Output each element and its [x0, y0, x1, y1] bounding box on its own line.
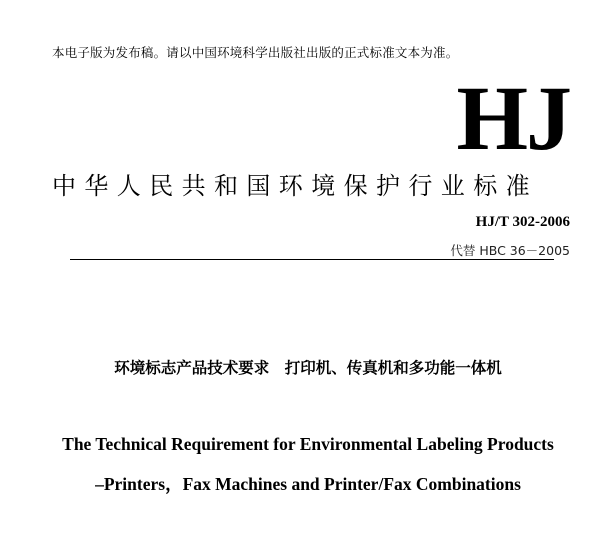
header-divider	[70, 259, 554, 260]
title-english-line-2: –Printers，Fax Machines and Printer/Fax Combinations	[95, 474, 521, 494]
replaces-standard: 代替 HBC 36－2005	[450, 243, 570, 258]
title-chinese: 环境标志产品技术要求 打印机、传真机和多功能一体机	[114, 359, 502, 377]
standard-code: HJ/T 302-2006	[475, 214, 570, 230]
hj-logo: HJ	[456, 67, 570, 169]
publication-notice: 本电子版为发布稿。请以中国环境科学出版社出版的正式标准文本为准。	[52, 45, 459, 60]
title-english-line-1: The Technical Requirement for Environmental Labeling Products	[62, 434, 554, 454]
standard-type-heading: 中华人民共和国环境保护行业标准	[52, 172, 538, 200]
